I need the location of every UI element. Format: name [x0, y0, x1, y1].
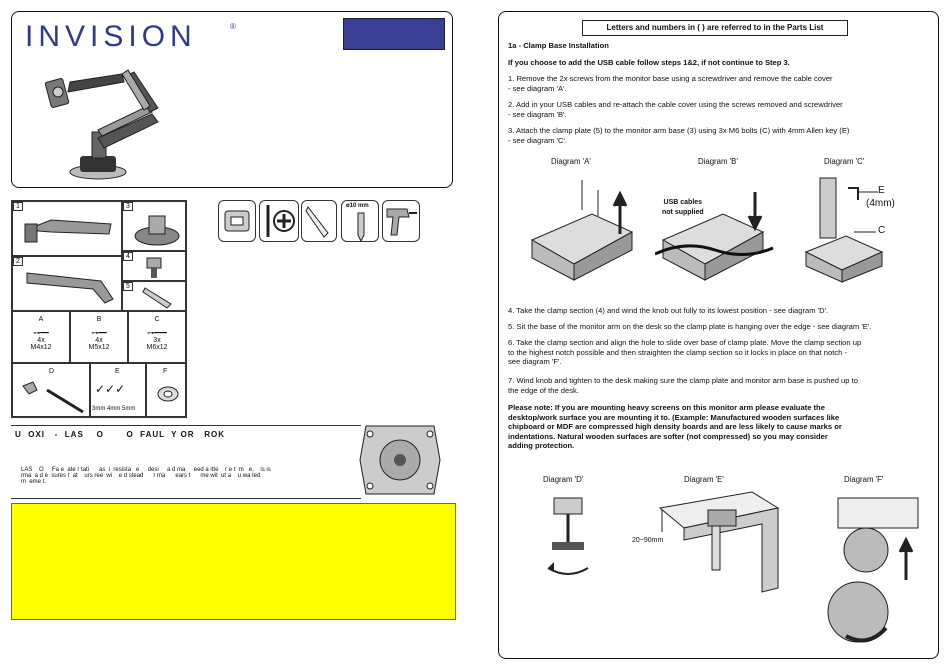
diagram-b-illustration — [655, 170, 775, 290]
please-note: Please note: If you are mounting heavy screens on this monitor arm please evaluate the desktop/work surface you are mounting it to. (Example: Manufactured wooden surfaces like chipboard or MDF are compressed high density boards and are less likely to cause marks or indentations. Natural wooden surfaces are softer (not compressed) so you may consider adding protection. — [508, 403, 842, 451]
warning-body-1: LAS O Fa e ate r tati as i resista e desi a d ma eed a itte r e t m e. is is — [21, 467, 271, 473]
brand-logo — [25, 20, 236, 54]
diagram-c-callout-c: C — [878, 225, 886, 236]
warning-section — [11, 425, 361, 499]
monitor-arm-illustration — [40, 52, 200, 184]
warning-heading: U OXI - LAS O O FAUL Y OR ROK — [15, 430, 226, 439]
step-7: 7. Wind knob and tighten to the desk making sure the clamp plate and monitor arm base is pushed up to the edge of the desk. — [508, 376, 858, 395]
part-2: 2 — [12, 256, 122, 311]
yellow-notice-box — [11, 503, 456, 620]
model-badge — [343, 18, 445, 50]
usb-cables-callout: USB cables not supplied — [662, 199, 704, 216]
brand-name: INVISION — [25, 20, 197, 53]
warning-body-2: rma a d e sures t at urs ree wi e d stead r ma ears t me wit ut a u wa ted — [21, 473, 261, 479]
step-3: 3. Attach the clamp plate (5) to the monitor arm base (3) using 3x M6 bolts (C) with 4mm Allen key (E) - see diagram 'C'. — [508, 126, 850, 145]
drill-bit-icon: ø10 mm — [341, 200, 379, 242]
section-title: 1a - Clamp Base Installation — [508, 41, 609, 50]
diagram-f-illustration — [818, 488, 928, 648]
hardware-b: B ⊶━━ 4x M5x12 — [70, 311, 128, 363]
part-5: 5 — [122, 281, 186, 311]
diagram-a-illustration — [524, 170, 644, 290]
screwdriver-icon — [259, 200, 299, 242]
tape-measure-icon — [218, 200, 256, 242]
tool-e-allen-keys: E ✓✓✓ 3mm 4mm 5mm — [90, 363, 146, 417]
diagram-d-label: Diagram 'D' — [543, 475, 584, 484]
usb-note: If you choose to add the USB cable follow steps 1&2, if not continue to Step 3. — [508, 58, 790, 67]
product-cover-panel — [11, 11, 453, 188]
hardware-a: A ⊶━━ 4x M4x12 — [12, 311, 70, 363]
step-1: 1. Remove the 2x screws from the monitor base using a screwdriver and remove the cable cover - see diagram 'A'. — [508, 74, 833, 93]
warning-body-3: m eme t. — [21, 479, 47, 485]
diagram-c-illustration — [800, 170, 890, 286]
diagram-b-label: Diagram 'B' — [698, 157, 738, 166]
part-4: 4 — [122, 251, 186, 281]
vesa-plate-illustration — [352, 420, 448, 500]
tool-f-cable-clip: F — [146, 363, 186, 417]
power-drill-icon — [382, 200, 420, 242]
diagram-c-callout-e: E — [878, 185, 885, 196]
step-5: 5. Sit the base of the monitor arm on the desk so the clamp plate is hanging over the edge - see diagram 'E'. — [508, 322, 872, 331]
registered-mark: ® — [230, 22, 236, 31]
step-2: 2. Add in your USB cables and re-attach the cable cover using the screws removed and screwdriver - see diagram 'B'. — [508, 100, 843, 119]
diagram-d-illustration — [538, 490, 598, 585]
diagram-c-callout-e-size: (4mm) — [866, 198, 895, 209]
step-6: 6. Take the clamp section and align the hole to slide over base of clamp plate. Move the clamp section up to the highest notch possible and then straighten the clamp section so it locks in place on that notch - see diagram 'F'. — [508, 338, 862, 367]
step-4: 4. Take the clamp section (4) and wind the knob out fully to its lowest position - see diagram 'D'. — [508, 306, 829, 315]
diagram-a-label: Diagram 'A' — [551, 157, 591, 166]
parts-reference-header: Letters and numbers in ( ) are referred to in the Parts List — [582, 20, 848, 36]
diagram-e-label: Diagram 'E' — [684, 475, 724, 484]
part-1: 1 — [12, 201, 122, 256]
tool-d: D — [12, 363, 90, 417]
diagram-f-label: Diagram 'F' — [844, 475, 884, 484]
desk-thickness-range: 20~90mm — [632, 537, 664, 544]
pencil-icon — [301, 200, 337, 242]
parts-list — [11, 200, 187, 418]
diagram-c-label: Diagram 'C' — [824, 157, 865, 166]
part-3: 3 — [122, 201, 186, 251]
hardware-c: C ⊶━━━ 3x M6x12 — [128, 311, 186, 363]
